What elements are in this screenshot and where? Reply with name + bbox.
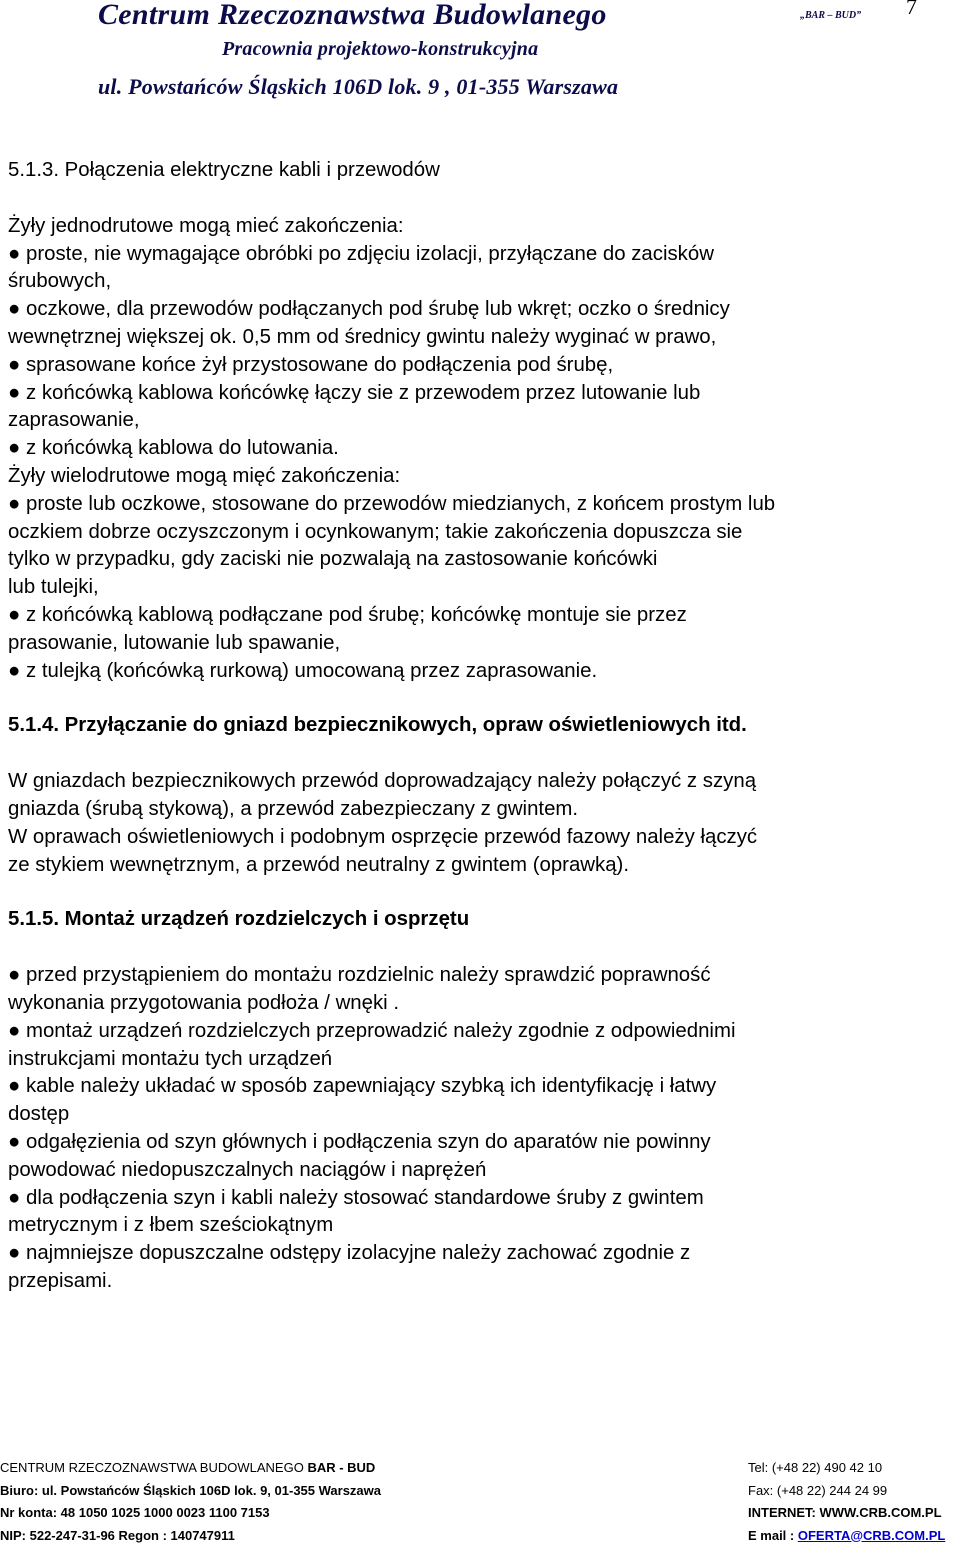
page-number: 7 (906, 0, 917, 19)
section-515-line: ● najmniejsze dopuszczalne odstępy izolacyjne należy zachować zgodnie z (8, 1242, 691, 1265)
section-515-line: powodować niedopuszczalnych naciągów i naprężeń (8, 1158, 487, 1181)
section-514-text (8, 768, 953, 879)
footer-company-name: CENTRUM RZECZOZNAWSTWA BUDOWLANEGO (0, 1460, 304, 1475)
section-515-line: dostęp (8, 1103, 70, 1126)
section-514-line: W oprawach oświetleniowych i podobnym osprzęcie przewód fazowy należy łączyć (8, 825, 758, 848)
footer-company (0, 1457, 375, 1480)
section-513-line: śrubowych, (8, 270, 112, 293)
section-515-line: metrycznym i z łbem sześciokątnym (8, 1214, 334, 1237)
section-515-line: instrukcjami montażu tych urządzeń (8, 1047, 333, 1070)
document-body (8, 157, 953, 1296)
section-513-line: Żyły jednodrutowe mogą mieć zakończenia: (8, 214, 404, 237)
section-513-line: ● z końcówką kablowa końcówkę łączy sie z przewodem przez lutowanie lub (8, 381, 701, 404)
section-513-line: ● proste, nie wymagające obróbki po zdjęciu izolacji, przyłączane do zacisków (8, 242, 714, 265)
footer-office: Biuro: ul. Powstańców Śląskich 106D lok. 9, 01-355 Warszawa (0, 1482, 381, 1498)
section-515-line: ● montaż urządzeń rozdzielczych przeprowadzić należy zgodnie z odpowiednimi (8, 1019, 736, 1042)
section-515-heading: 5.1.5. Montaż urządzeń rozdzielczych i osprzętu (8, 908, 470, 931)
footer-account: Nr konta: 48 1050 1025 1000 0023 1100 7153 (0, 1505, 270, 1520)
section-513-line: ● z tulejką (końcówką rurkową) umocowaną przez zaprasowanie. (8, 659, 598, 682)
section-514-line: ze stykiem wewnętrznym, a przewód neutralny z gwintem (oprawką). (8, 853, 630, 876)
footer-nip: NIP: 522-247-31-96 Regon : 140747911 (0, 1527, 235, 1543)
section-515-line: wykonania przygotowania podłoża / wnęki . (8, 991, 400, 1014)
section-513-line: ● sprasowane końce żył przystosowane do podłączenia pod śrubę, (8, 353, 614, 376)
footer-email (748, 1525, 945, 1548)
header-address: ul. Powstańców Śląskich 106D lok. 9 , 01-355 Warszawa (98, 74, 619, 99)
footer-email-label: E mail : (748, 1527, 798, 1543)
section-513-line: prasowanie, lutowanie lub spawanie, (8, 631, 341, 654)
section-513-line: ● proste lub oczkowe, stosowane do przewodów miedzianych, z końcem prostym lub (8, 492, 776, 515)
section-513-line: wewnętrznej większej ok. 0,5 mm od średnicy gwintu należy wyginać w prawo, (8, 325, 717, 348)
header-company-name: Centrum Rzeczoznawstwa Budowlanego (98, 0, 607, 31)
section-515-text (8, 962, 953, 1296)
section-513-line: zaprasowanie, (8, 409, 140, 432)
section-513-line: ● z końcówką kablową podłączane pod śrubę; końcówkę montuje sie przez (8, 603, 687, 626)
footer-fax: Fax: (+48 22) 244 24 99 (748, 1482, 888, 1498)
section-513-line: ● oczkowe, dla przewodów podłączanych pod śrubę lub wkręt; oczko o średnicy (8, 298, 730, 321)
section-513-line: Żyły wielodrutowe mogą mięć zakończenia: (8, 464, 401, 487)
page-footer (0, 1457, 960, 1547)
section-514-line: gniazda (śrubą stykową), a przewód zabezpieczany z gwintem. (8, 797, 579, 820)
footer-company-suffix: BAR - BUD (307, 1460, 376, 1475)
section-515-line: ● kable należy układać w sposób zapewniający szybką ich identyfikację i łatwy (8, 1075, 717, 1098)
section-513-line: lub tulejki, (8, 576, 99, 599)
section-515-line: przepisami. (8, 1269, 113, 1292)
header-logo-text: „BAR – BUD” (800, 10, 862, 21)
section-515-line: ● odgałęzienia od szyn głównych i podłączenia szyn do aparatów nie powinny (8, 1130, 711, 1153)
section-513-heading: 5.1.3. Połączenia elektryczne kabli i przewodów (8, 159, 440, 181)
section-513-line: tylko w przypadku, gdy zaciski nie pozwalają na zastosowanie końcówki (8, 548, 658, 571)
footer-internet-link[interactable]: INTERNET: WWW.CRB.COM.PL (748, 1505, 942, 1520)
section-514-heading: 5.1.4. Przyłączanie do gniazd bezpiecznikowych, opraw oświetleniowych itd. (8, 714, 747, 737)
section-513-text (8, 213, 953, 686)
footer-email-link[interactable]: OFERTA@CRB.COM.PL (797, 1527, 946, 1543)
footer-tel: Tel: (+48 22) 490 42 10 (748, 1460, 883, 1475)
section-515-line: ● dla podłączenia szyn i kabli należy stosować standardowe śruby z gwintem (8, 1186, 704, 1209)
section-513-line: oczkiem dobrze oczyszczonym i ocynkowanym; takie zakończenia dopuszcza sie (8, 520, 743, 543)
section-515-line: ● przed przystąpieniem do montażu rozdzielnic należy sprawdzić poprawność (8, 964, 711, 987)
header-subtitle: Pracownia projektowo-konstrukcyjna (222, 38, 539, 60)
section-513-line: ● z końcówką kablowa do lutowania. (8, 437, 339, 460)
section-514-line: W gniazdach bezpiecznikowych przewód doprowadzający należy połączyć z szyną (8, 770, 757, 793)
